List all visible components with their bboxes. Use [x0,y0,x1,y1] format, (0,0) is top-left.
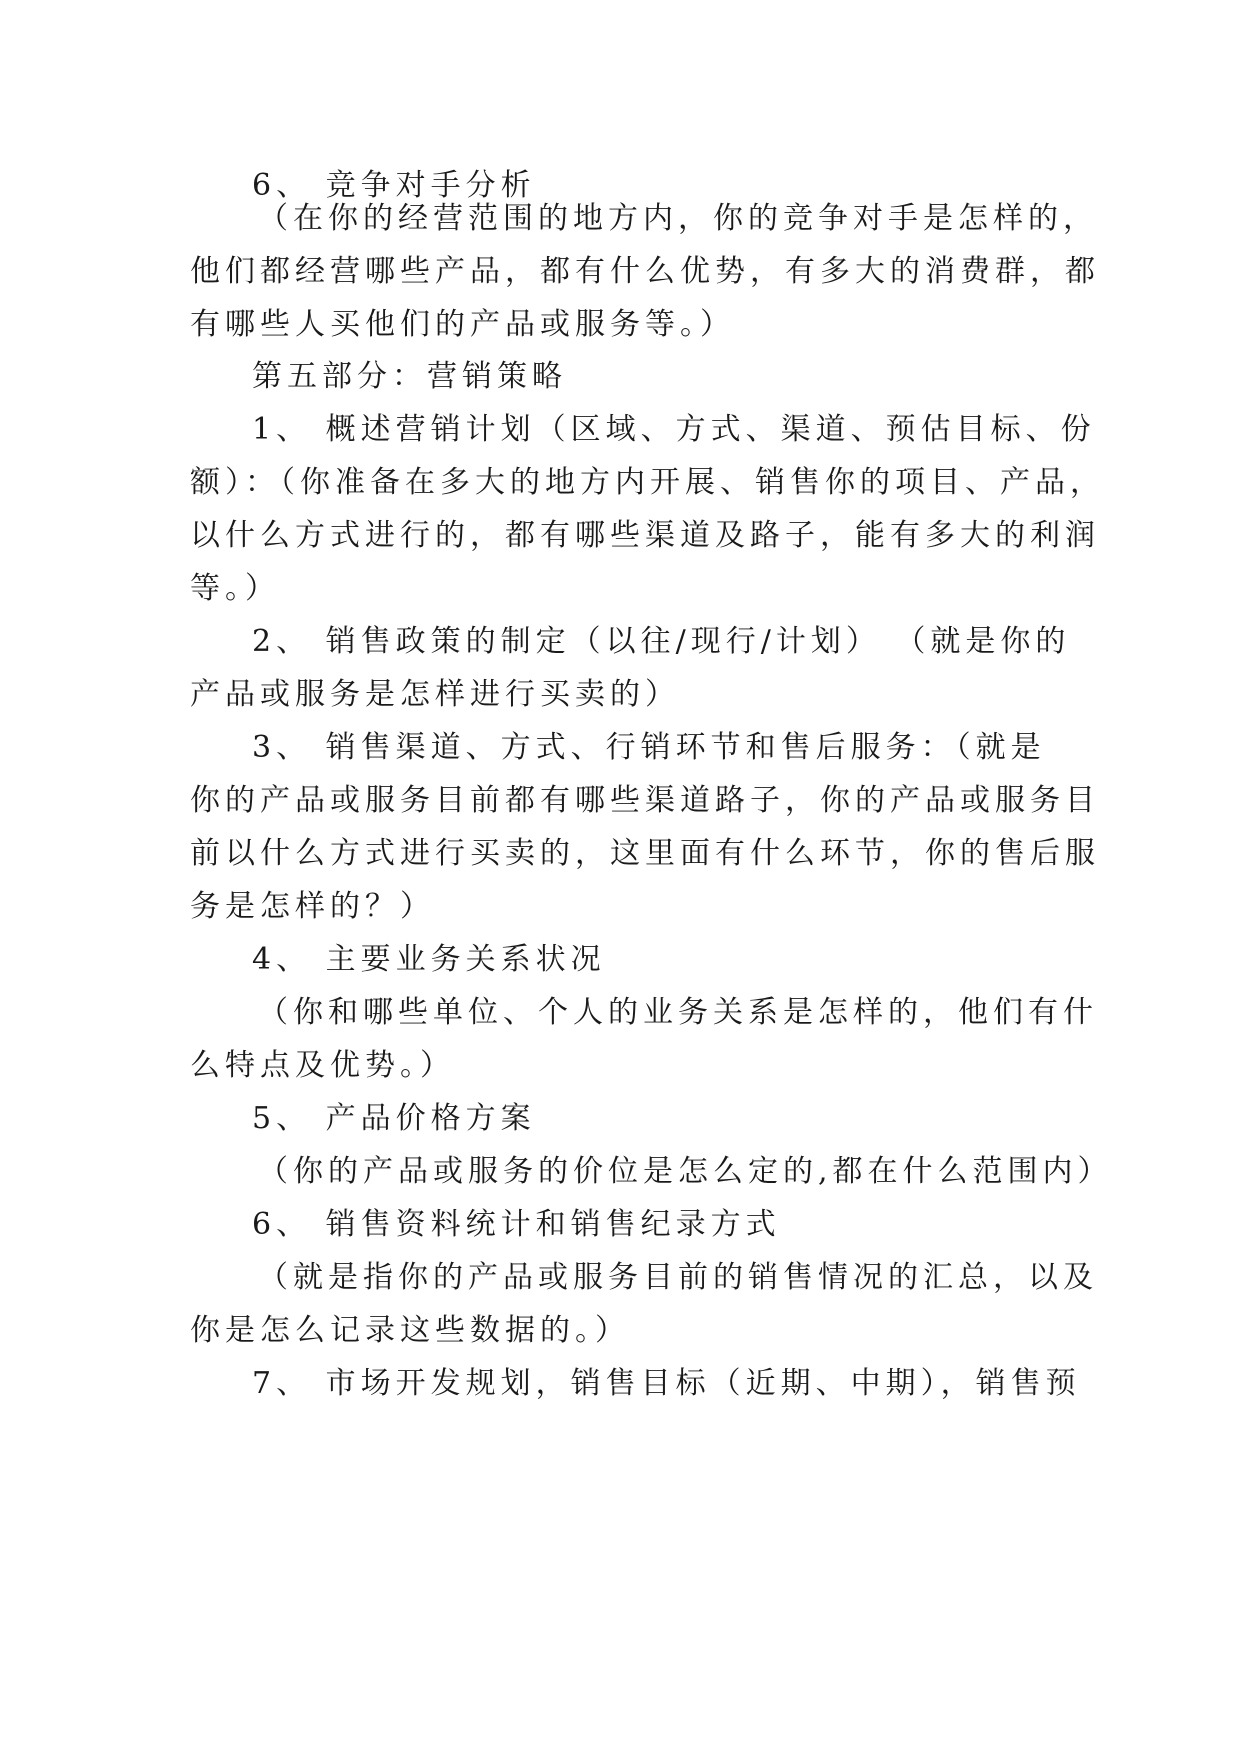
section-heading-business-relations: 4、 主要业务关系状况 [252,942,606,977]
paragraph-line: 有哪些人买他们的产品或服务等。） [190,307,735,342]
section-heading-sales-records: 6、 销售资料统计和销售纪录方式 [252,1207,781,1242]
section-heading-sales-policy: 2、 销售政策的制定（以往/现行/计划） （就是你的 [252,624,1071,659]
paragraph-line: （你的产品或服务的价位是怎么定的,都在什么范围内） [258,1154,1113,1189]
paragraph-line: 务是怎样的？） [190,889,435,924]
paragraph-line: （你和哪些单位、个人的业务关系是怎样的，他们有什 [258,995,1098,1030]
part-heading-marketing-strategy: 第五部分：营销策略 [252,359,567,394]
paragraph-line: （就是指你的产品或服务目前的销售情况的汇总，以及 [258,1260,1098,1295]
section-heading-market-development: 7、 市场开发规划，销售目标（近期、中期），销售预 [252,1366,1081,1401]
paragraph-line: 以什么方式进行的，都有哪些渠道及路子，能有多大的利润 [190,518,1100,553]
section-heading-sales-channels: 3、 销售渠道、方式、行销环节和售后服务：（就是 [252,730,1046,765]
paragraph-line: （在你的经营范围的地方内，你的竞争对手是怎样的， [258,201,1098,236]
section-heading-competitor-analysis: 6、 竞争对手分析 [252,168,536,203]
paragraph-line: 么特点及优势。） [190,1048,455,1083]
paragraph-line: 前以什么方式进行买卖的，这里面有什么环节，你的售后服 [190,836,1100,871]
section-heading-price-plan: 5、 产品价格方案 [252,1101,536,1136]
paragraph-line: 等。） [190,571,280,606]
paragraph-line: 你的产品或服务目前都有哪些渠道路子，你的产品或服务目 [190,783,1100,818]
paragraph-line: 额）：（你准备在多大的地方内开展、销售你的项目、产品， [190,465,1105,500]
section-heading-marketing-plan: 1、 概述营销计划（区域、方式、渠道、预估目标、份 [252,412,1096,447]
paragraph-line: 你是怎么记录这些数据的。） [190,1313,630,1348]
paragraph-line: 产品或服务是怎样进行买卖的） [190,677,680,712]
paragraph-line: 他们都经营哪些产品，都有什么优势，有多大的消费群，都 [190,254,1100,289]
